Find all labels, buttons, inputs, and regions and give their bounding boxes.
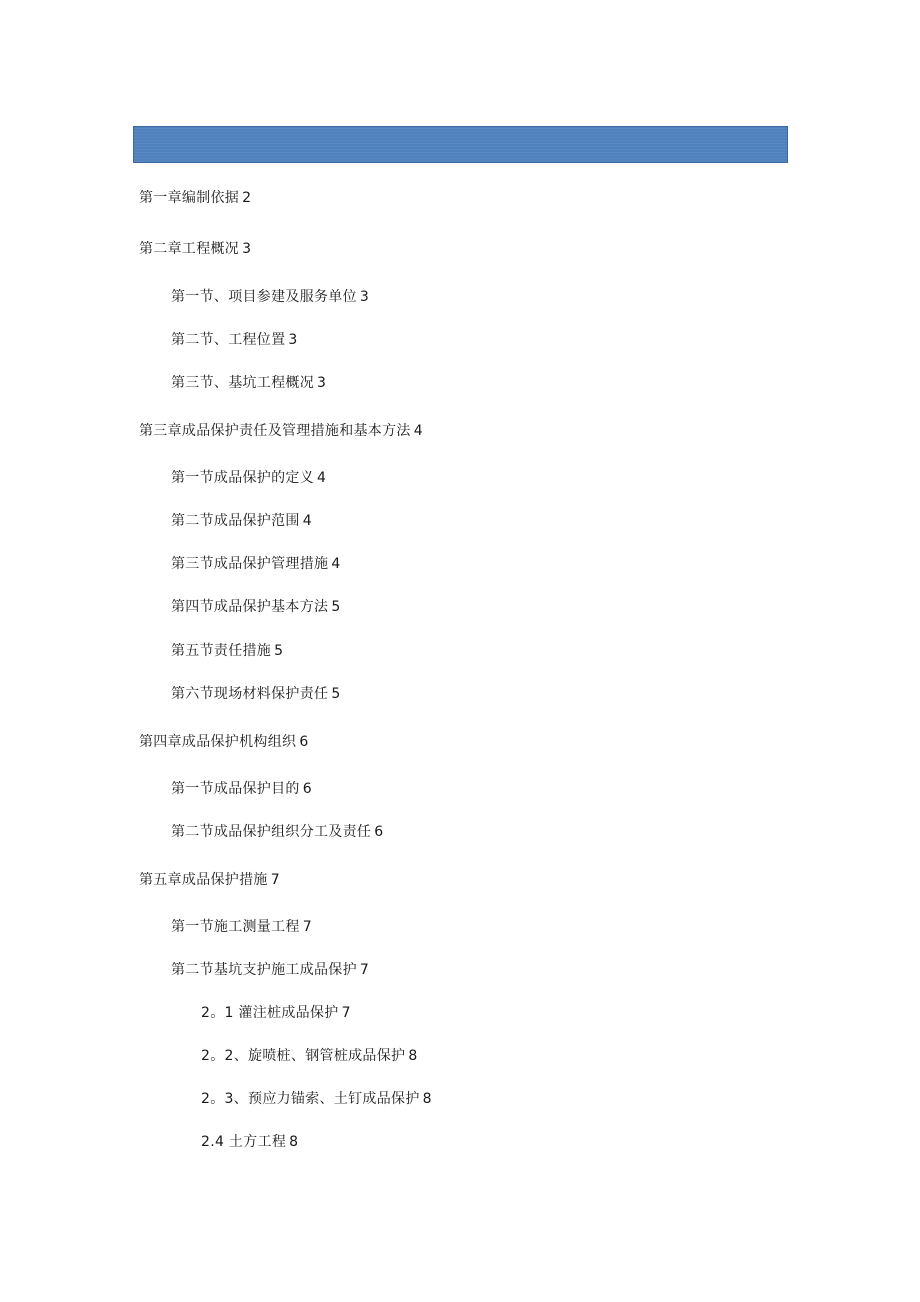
toc-entry-section[interactable]	[171, 374, 326, 392]
toc-page-number: 4	[317, 470, 327, 486]
toc-page-number: 4	[302, 513, 312, 529]
toc-entry-text: 第三节、基坑工程概况	[171, 375, 314, 391]
toc-entry-section[interactable]	[171, 469, 326, 487]
toc-entry-text: 第一节成品保护的定义	[171, 470, 314, 486]
toc-entry-text: 第四章成品保护机构组织	[139, 734, 297, 750]
toc-page-number: 2	[242, 190, 252, 206]
toc-entry-text: 第二节、工程位置	[171, 332, 286, 348]
toc-entry-subsection[interactable]	[201, 1133, 298, 1151]
toc-entry-subsection[interactable]	[201, 1004, 351, 1022]
toc-page-number: 3	[242, 241, 252, 257]
toc-entry-section[interactable]	[171, 288, 369, 306]
toc-entry-text: 第二节成品保护组织分工及责任	[171, 824, 372, 840]
toc-entry-text: 第五章成品保护措施	[139, 872, 268, 888]
toc-entry-section[interactable]	[171, 685, 341, 703]
toc-entry-text: 第二节基坑支护施工成品保护	[171, 962, 357, 978]
toc-entry-section[interactable]	[171, 598, 341, 616]
toc-page-number: 6	[299, 734, 309, 750]
toc-entry-subsection[interactable]	[201, 1047, 418, 1065]
toc-page-number: 6	[302, 781, 312, 797]
toc-entry-section[interactable]	[171, 961, 369, 979]
toc-entry-section[interactable]	[171, 642, 283, 660]
toc-entry-text: 第一章编制依据	[139, 190, 240, 206]
toc-entry-text: 第六节现场材料保护责任	[171, 686, 329, 702]
toc-entry-text: 2。2、旋喷桩、钢管桩成品保护	[201, 1048, 406, 1064]
toc-entry-section[interactable]	[171, 918, 312, 936]
toc-page-number: 5	[331, 686, 341, 702]
toc-entry-text: 第一节成品保护目的	[171, 781, 300, 797]
toc-page-number: 3	[359, 289, 370, 305]
toc-entry-section[interactable]	[171, 512, 312, 530]
toc-entry-text: 第五节责任措施	[171, 643, 272, 659]
toc-page-number: 4	[413, 423, 423, 439]
toc-entry-text: 第三节成品保护管理措施	[171, 556, 329, 572]
toc-page-number: 7	[302, 919, 312, 935]
toc-page-number: 8	[422, 1091, 432, 1107]
toc-page-number: 8	[289, 1134, 299, 1150]
toc-page-number: 6	[374, 824, 384, 840]
toc-entry-section[interactable]	[171, 823, 383, 841]
toc-entry-text: 2.4 土方工程	[201, 1134, 287, 1150]
toc-entry-section[interactable]	[171, 780, 312, 798]
toc-page-number: 3	[317, 375, 327, 391]
toc-entry-text: 2。1 灌注桩成品保护	[201, 1005, 339, 1021]
toc-page-number: 3	[288, 332, 298, 348]
toc-entry-text: 第三章成品保护责任及管理措施和基本方法	[139, 423, 411, 439]
toc-entry-subsection[interactable]	[201, 1090, 432, 1108]
toc-page-number: 7	[341, 1005, 351, 1021]
toc-entry-text: 2。3、预应力锚索、土钉成品保护	[201, 1091, 420, 1107]
toc-entry-text: 第一节施工测量工程	[171, 919, 300, 935]
toc-entry-section[interactable]	[171, 555, 341, 573]
header-bar	[133, 126, 788, 163]
toc-entry-text: 第四节成品保护基本方法	[171, 599, 329, 615]
toc-entry-text: 第一节、项目参建及服务单位	[171, 289, 357, 305]
toc-page-number: 5	[274, 643, 284, 659]
toc-entry-text: 第二章工程概况	[139, 241, 240, 257]
toc-entry-chapter-5[interactable]	[139, 871, 280, 889]
toc-page-number: 7	[359, 962, 370, 978]
toc-page-number: 4	[331, 556, 341, 572]
toc-entry-section[interactable]	[171, 331, 298, 349]
toc-entry-chapter-2[interactable]	[139, 240, 251, 258]
toc-entry-chapter-3[interactable]	[139, 422, 423, 440]
toc-entry-text: 第二节成品保护范围	[171, 513, 300, 529]
toc-page-number: 8	[408, 1048, 418, 1064]
toc-page-number: 5	[331, 599, 341, 615]
toc-entry-chapter-1[interactable]	[139, 189, 251, 207]
toc-entry-chapter-4[interactable]	[139, 733, 309, 751]
toc-page-number: 7	[270, 872, 280, 888]
